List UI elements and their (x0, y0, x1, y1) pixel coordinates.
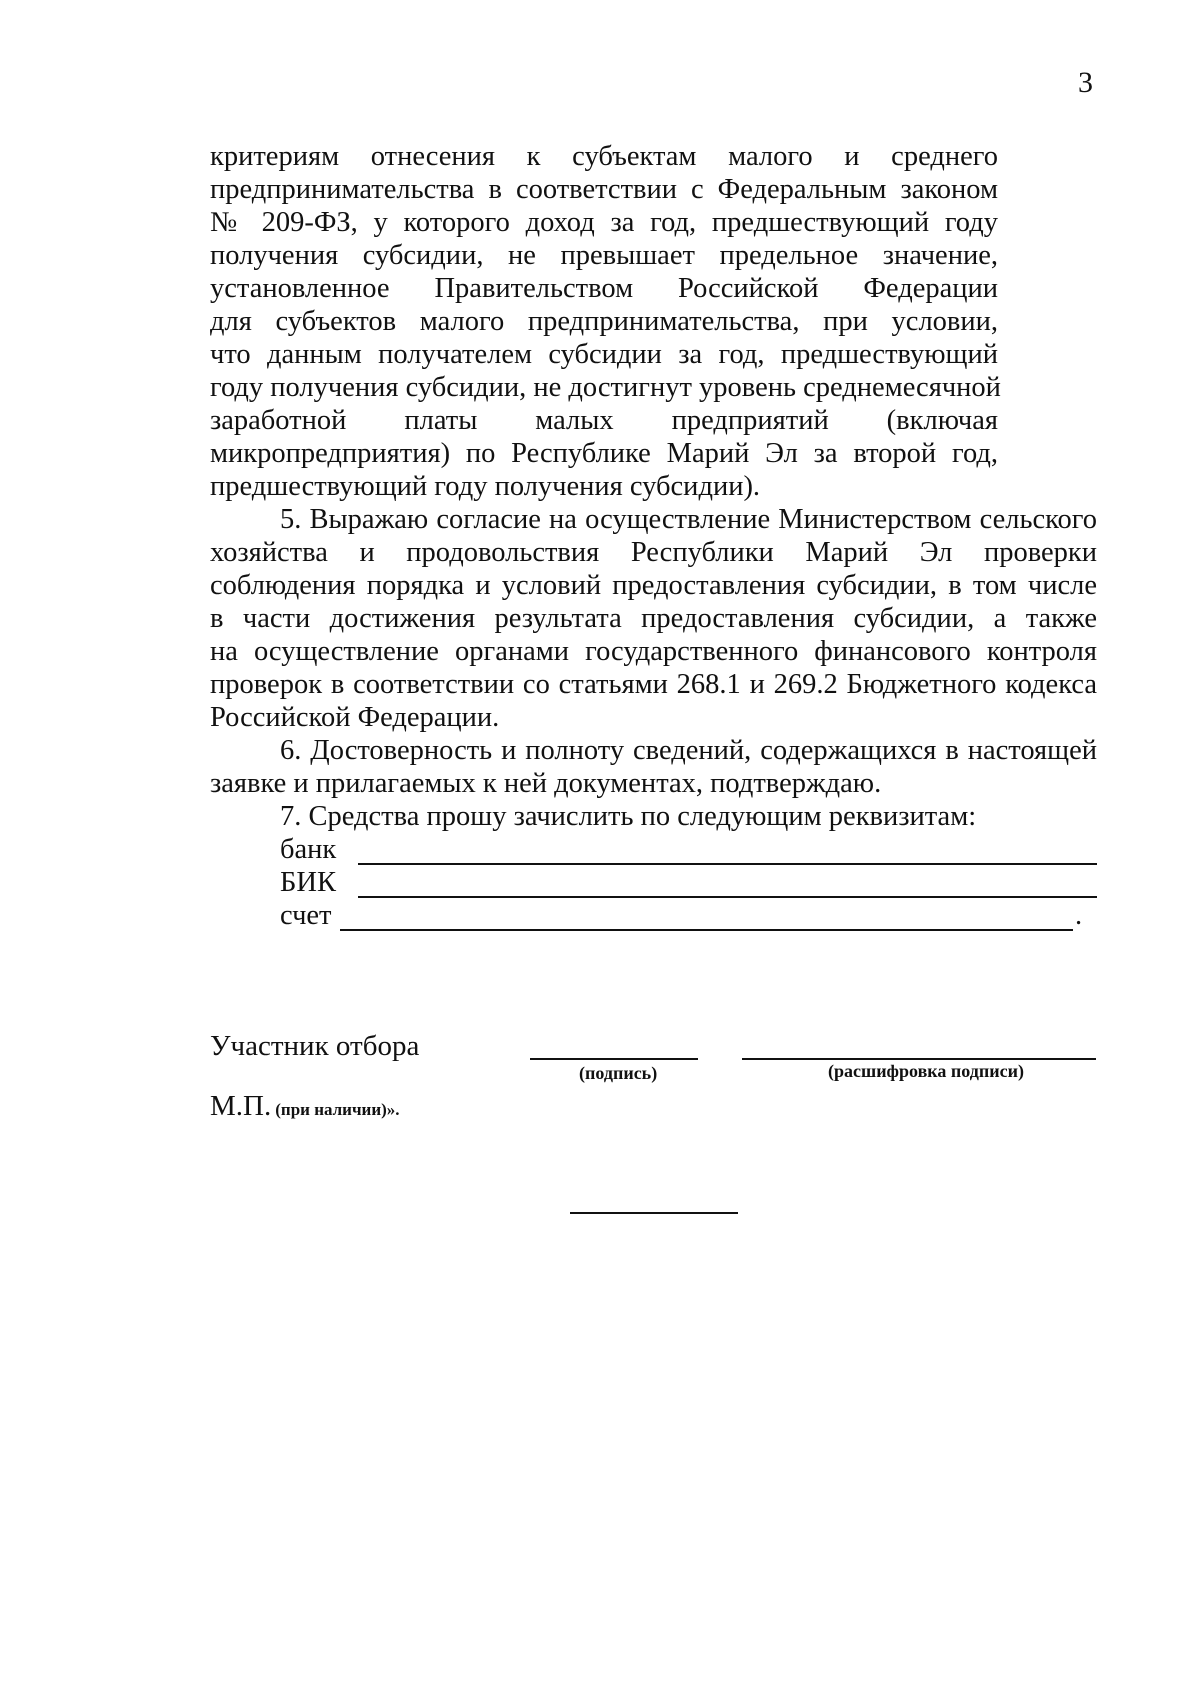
text-line: предшествующий году получения субсидии). (210, 471, 761, 502)
text-line: № 209-ФЗ, у которого доход за год, предшествующий году (210, 207, 998, 238)
text-line: на осуществление органами государственного финансового контроля (210, 636, 1097, 667)
bank-field[interactable] (358, 863, 1097, 865)
text-line: критериям отнесения к субъектам малого и среднего (210, 141, 998, 172)
paragraph-6 (210, 734, 1097, 800)
account-field[interactable] (340, 929, 1073, 931)
text-line: проверок в соответствии со статьями 268.1 и 269.2 Бюджетного кодекса (210, 669, 1097, 700)
signature-decryption-line[interactable] (742, 1058, 1096, 1060)
text-line: заявке и прилагаемых к ней документах, подтверждаю. (210, 768, 882, 799)
text-line: для субъектов малого предпринимательства, при условии, (210, 306, 998, 337)
text-line: 6. Достоверность и полноту сведений, содержащихся в настоящей (280, 735, 1097, 766)
text-line: хозяйства и продовольствия Республики Марий Эл проверки (210, 537, 1097, 568)
account-label: счет (280, 900, 332, 931)
page-number: 3 (1078, 66, 1093, 99)
participant-label: Участник отбора (210, 1030, 420, 1062)
decryption-caption: (расшифровка подписи) (828, 1061, 1024, 1081)
account-end-dot: . (1075, 900, 1083, 931)
stamp-note: (при наличии)». (275, 1100, 400, 1119)
paragraph-7 (210, 800, 1097, 833)
text-line: установленное Правительством Российской Федерации (210, 273, 998, 304)
text-line: 5. Выражаю согласие на осуществление Министерством сельского (280, 504, 1097, 535)
text-line: получения субсидии, не превышает предельное значение, (210, 240, 998, 271)
text-line: соблюдения порядка и условий предоставления субсидии, в том числе (210, 570, 1097, 601)
closing-rule (570, 1212, 738, 1214)
bank-label: банк (280, 834, 337, 865)
text-line: 7. Средства прошу зачислить по следующим реквизитам: (280, 801, 977, 832)
text-line: году получения субсидии, не достигнут уровень среднемесячной (210, 372, 1001, 403)
bik-label: БИК (280, 867, 336, 898)
stamp-place (210, 1090, 400, 1123)
signature-line[interactable] (530, 1058, 698, 1060)
paragraph-continuation (210, 140, 1001, 503)
stamp-label: М.П. (210, 1090, 272, 1122)
paragraph-5 (210, 503, 1097, 734)
text-line: предпринимательства в соответствии с Федеральным законом (210, 174, 998, 205)
text-line: микропредприятия) по Республике Марий Эл за второй год, (210, 438, 998, 469)
bik-field[interactable] (358, 896, 1097, 898)
text-line: Российской Федерации. (210, 702, 500, 733)
text-line: что данным получателем субсидии за год, предшествующий (210, 339, 998, 370)
text-line: в части достижения результата предоставления субсидии, а также (210, 603, 1097, 634)
signature-caption: (подпись) (579, 1063, 658, 1083)
text-line: заработной платы малых предприятий (включая (210, 405, 998, 436)
